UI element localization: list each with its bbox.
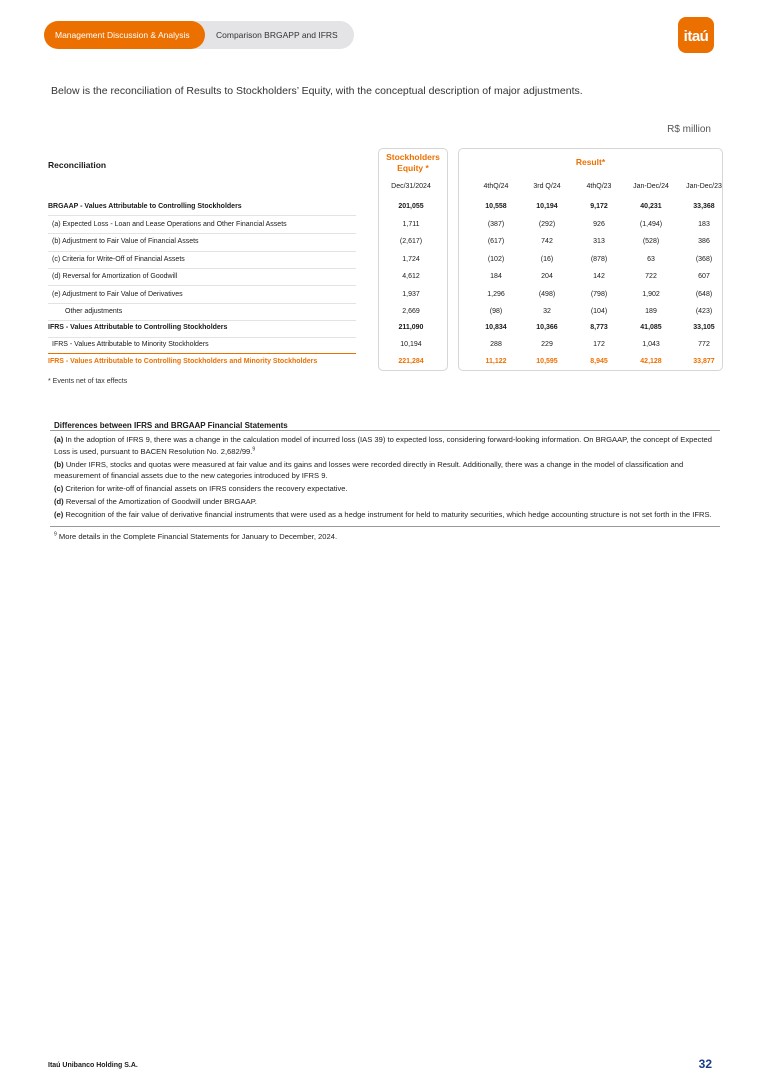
cell: 1,296 xyxy=(487,291,505,298)
cell: 33,368 xyxy=(693,203,715,210)
cell: 1,902 xyxy=(642,291,660,298)
cell: 1,711 xyxy=(402,221,420,228)
row-label: BRGAAP - Values Attributable to Controlling Stockholders xyxy=(48,203,242,210)
tab-comparison-brgaap-ifrs[interactable]: Comparison BRGAPP and IFRS xyxy=(216,30,338,40)
cell: 221,284 xyxy=(398,358,424,365)
cell: 204 xyxy=(541,273,553,280)
table-row xyxy=(48,356,728,368)
cell: 8,773 xyxy=(590,324,608,331)
cell: (2,617) xyxy=(399,238,423,245)
cell: (648) xyxy=(695,291,713,298)
cell: 184 xyxy=(490,273,502,280)
row-label: (c) Criteria for Write-Off of Financial Assets xyxy=(52,256,185,263)
cell: 2,669 xyxy=(402,308,420,315)
cell: 4,612 xyxy=(402,273,420,280)
row-label: IFRS - Values Attributable to Minority Stockholders xyxy=(52,341,209,348)
cell: 386 xyxy=(698,238,710,245)
differences-note: $^9$ More details in the Complete Financial Statements for January to December, 2024. xyxy=(54,531,338,541)
cell: 189 xyxy=(645,308,657,315)
cell: (617) xyxy=(487,238,505,245)
cell: 10,194 xyxy=(400,341,422,348)
cell: 32 xyxy=(543,308,551,315)
col-header: Jan-Dec/23 xyxy=(686,183,722,190)
equity-header xyxy=(378,148,448,177)
col-header: 3rd Q/24 xyxy=(533,183,561,190)
cell: (292) xyxy=(538,221,556,228)
table-row xyxy=(48,236,728,248)
row-label: (d) Reversal for Amortization of Goodwill xyxy=(52,273,178,280)
intro-text: Below is the reconciliation of Results to Stockholders’ Equity, with the conceptual description of major adjustments. xyxy=(51,85,583,97)
cell: 201,055 xyxy=(398,203,424,210)
cell: 722 xyxy=(645,273,657,280)
cell: (1,494) xyxy=(639,221,663,228)
col-header: 4thQ/24 xyxy=(483,183,509,190)
differences-title: Differences between IFRS and BRGAAP Financial Statements xyxy=(54,421,288,430)
table-row xyxy=(48,254,728,266)
table-footnote: * Events net of tax effects xyxy=(48,378,128,385)
column-header-row xyxy=(48,181,728,193)
row-label: (b) Adjustment to Fair Value of Financial Assets xyxy=(52,238,199,245)
cell: 142 xyxy=(593,273,605,280)
unit-label: R$ million xyxy=(667,124,711,135)
cell: (528) xyxy=(642,238,660,245)
cell: 10,558 xyxy=(485,203,507,210)
row-label: (a) Expected Loss - Loan and Lease Operations and Other Financial Assets xyxy=(52,221,287,228)
tab-management-discussion[interactable]: Management Discussion & Analysis xyxy=(44,21,205,49)
difference-item: (b) Under IFRS, stocks and quotas were measured at fair value and its gains and losses were recorded directly in Result. Additionally, there was a change in the model of classification and measurement of financial assets due to the new categories introduced by IFRS 9. xyxy=(54,459,684,481)
cell: 742 xyxy=(541,238,553,245)
cell: 10,834 xyxy=(485,324,507,331)
cell: (798) xyxy=(590,291,608,298)
cell: (878) xyxy=(590,256,608,263)
cell: 8,945 xyxy=(590,358,608,365)
row-label: Other adjustments xyxy=(65,308,123,315)
cell: (102) xyxy=(487,256,505,263)
cell: 33,105 xyxy=(693,324,715,331)
cell: 63 xyxy=(647,256,655,263)
difference-item: (d) Reversal of the Amortization of Goodwill under BRGAAP. xyxy=(54,496,257,506)
row-label: IFRS - Values Attributable to Controlling Stockholders and Minority Stockholders xyxy=(48,358,318,365)
col-header: Jan-Dec/24 xyxy=(633,183,669,190)
cell: 229 xyxy=(541,341,553,348)
cell: 11,122 xyxy=(485,358,507,365)
cell: 926 xyxy=(593,221,605,228)
cell: (423) xyxy=(695,308,713,315)
cell: (368) xyxy=(695,256,713,263)
cell: 10,595 xyxy=(536,358,558,365)
result-header: Result* xyxy=(458,148,723,177)
cell: 772 xyxy=(698,341,710,348)
row-divider xyxy=(48,353,356,354)
itau-logo: itaú xyxy=(678,17,714,53)
cell: 33,877 xyxy=(693,358,715,365)
difference-item: (a) In the adoption of IFRS 9, there was a change in the calculation model of incurred loss (IAS 39) to expected loss, considering forward-looking information. On BRGAAP, the concept of Expected Loss is used, pursuant to BACEN Resolution No. 2,682/99.$^9$ xyxy=(54,435,712,456)
cell: 10,366 xyxy=(536,324,558,331)
cell: 288 xyxy=(490,341,502,348)
row-divider xyxy=(48,215,356,216)
row-label: (e) Adjustment to Fair Value of Derivatives xyxy=(52,291,183,298)
row-divider xyxy=(48,285,356,286)
cell: 607 xyxy=(698,273,710,280)
row-label: IFRS - Values Attributable to Controlling Stockholders xyxy=(48,324,228,331)
row-divider xyxy=(48,320,356,321)
reconciliation-label: Reconciliation xyxy=(48,160,107,170)
table-row xyxy=(48,339,728,351)
row-divider xyxy=(48,337,356,338)
cell: 1,043 xyxy=(642,341,660,348)
cell: 313 xyxy=(593,238,605,245)
difference-item: (c) Criterion for write-off of financial assets on IFRS considers the recovery expectative. xyxy=(54,484,348,494)
company-name: Itaú Unibanco Holding S.A. xyxy=(48,1062,138,1069)
differences-box xyxy=(50,430,720,527)
difference-item: (e) Recognition of the fair value of derivative financial instruments that were used as a hedge instrument for held to maturity securities, which hedge accounting structure is not set forth in the IFRS. xyxy=(54,509,712,519)
cell: (16) xyxy=(540,256,554,263)
section-tabs xyxy=(44,21,354,49)
cell: 1,724 xyxy=(402,256,420,263)
cell: 10,194 xyxy=(536,203,558,210)
cell: 183 xyxy=(698,221,710,228)
col-header: Dec/31/2024 xyxy=(391,183,431,190)
cell: 1,937 xyxy=(402,291,420,298)
cell: 42,128 xyxy=(640,358,662,365)
table-row xyxy=(48,322,728,334)
row-divider xyxy=(48,251,356,252)
equity-header-line2: Equity * xyxy=(397,163,429,173)
cell: 9,172 xyxy=(590,203,608,210)
row-divider xyxy=(48,268,356,269)
row-divider xyxy=(48,303,356,304)
table-row xyxy=(48,289,728,301)
cell: (387) xyxy=(487,221,505,228)
cell: (104) xyxy=(590,308,608,315)
row-divider xyxy=(48,233,356,234)
table-row xyxy=(48,271,728,283)
cell: 211,090 xyxy=(398,324,424,331)
cell: 41,085 xyxy=(640,324,662,331)
col-header: 4thQ/23 xyxy=(586,183,612,190)
cell: (498) xyxy=(538,291,556,298)
table-row xyxy=(48,219,728,231)
cell: 40,231 xyxy=(640,203,662,210)
table-row xyxy=(48,201,728,213)
page-number: 32 xyxy=(698,1057,712,1071)
equity-header-line1: Stockholders xyxy=(386,152,440,162)
table-row xyxy=(48,306,728,318)
cell: 172 xyxy=(593,341,605,348)
cell: (98) xyxy=(489,308,503,315)
